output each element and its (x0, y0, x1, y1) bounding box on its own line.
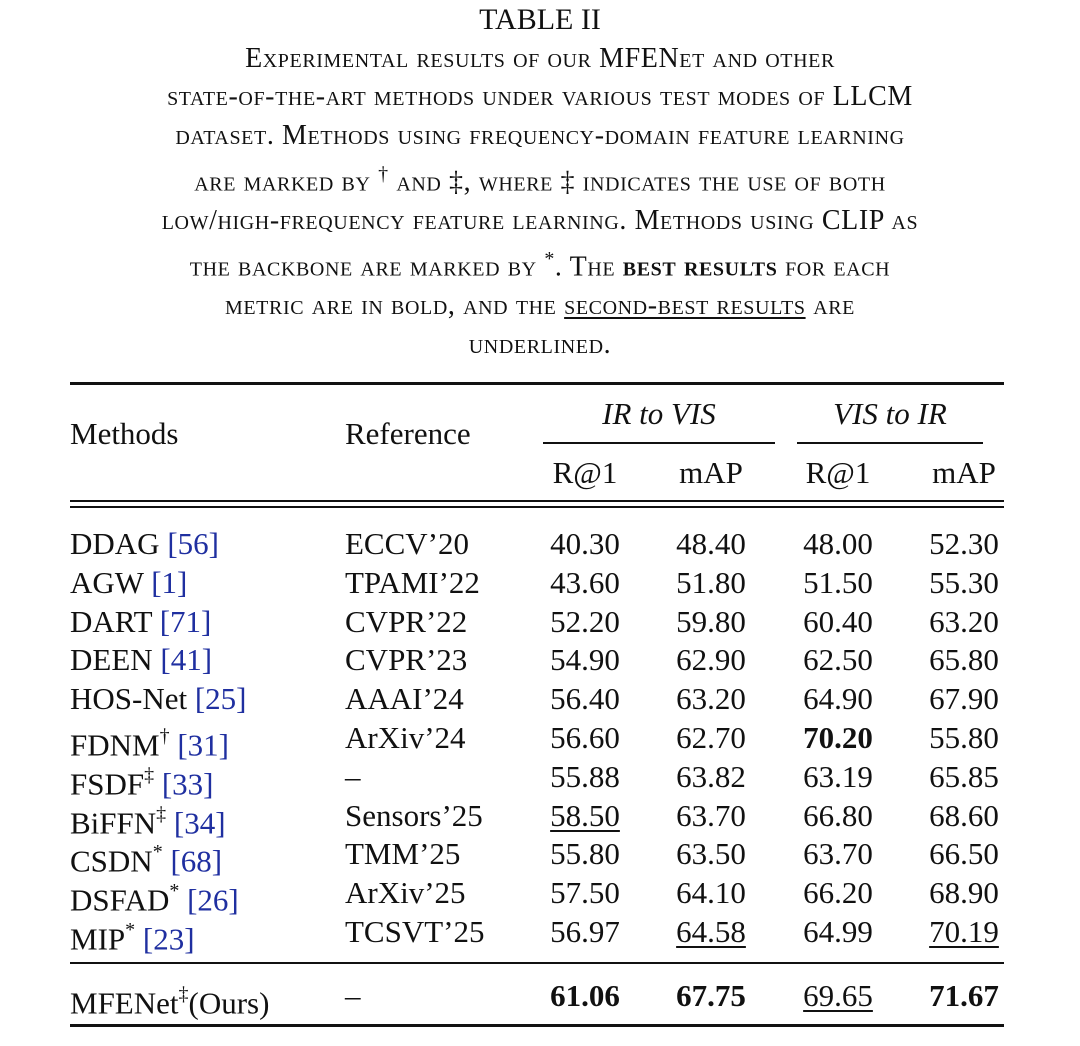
method-label: DART (70, 603, 152, 639)
caption-text: . The (554, 251, 616, 283)
metric-value: 65.80 (929, 642, 999, 678)
header-r1: R@1 (805, 455, 871, 490)
metric-value: 65.85 (929, 758, 999, 794)
method-mark: * (169, 880, 180, 903)
method-name (70, 681, 247, 717)
table-title: TABLE II (479, 3, 601, 36)
method-name (70, 720, 229, 763)
metric-value: 55.80 (929, 720, 999, 755)
method-label: FDNM (70, 727, 160, 763)
citation-link[interactable]: [56] (167, 526, 219, 561)
header-r1: R@1 (552, 455, 618, 490)
method-mark: * (152, 841, 163, 864)
caption-line-4 (0, 155, 1080, 202)
asterisk-mark: * (544, 248, 555, 271)
reference-venue: ECCV’20 (345, 526, 469, 561)
citation-link[interactable]: [71] (159, 603, 212, 639)
caption-text: are marked by (194, 166, 371, 198)
metric-value: 62.70 (676, 720, 746, 755)
metric-value: 55.88 (550, 758, 620, 794)
reference-venue: ArXiv’24 (345, 720, 466, 755)
metric-value: 63.20 (929, 603, 999, 639)
caption-line-6 (0, 240, 1080, 287)
metric-value: 48.00 (803, 526, 873, 561)
citation-link[interactable]: [1] (151, 564, 188, 600)
header-map: mAP (679, 455, 743, 490)
metric-value (909, 978, 1019, 1014)
reference-venue: AAAI’24 (345, 681, 464, 717)
table-caption (0, 0, 1080, 364)
metric-value (656, 914, 766, 950)
metric-value: 55.30 (929, 564, 999, 600)
metric-value: 66.80 (803, 797, 873, 833)
method-label: DEEN (70, 642, 153, 678)
reference-venue: CVPR’22 (345, 603, 468, 639)
citation-link[interactable]: [26] (187, 882, 239, 918)
metric-text: 67.75 (676, 978, 746, 1013)
metric-value (530, 798, 640, 834)
header-vis-to-ir: VIS to IR (833, 396, 947, 431)
metric-value (656, 978, 766, 1014)
metric-value: 66.20 (803, 875, 873, 911)
metric-value: 63.70 (676, 797, 746, 833)
method-mark: ‡ (178, 983, 189, 1005)
metric-value: 67.90 (929, 681, 999, 717)
ours-rule (70, 962, 1004, 964)
method-name (70, 759, 214, 802)
metric-value: 68.90 (929, 875, 999, 911)
header-methods: Methods (70, 416, 179, 451)
caption-line-7 (0, 287, 1080, 326)
caption-underlined-text: second-best results (564, 290, 806, 322)
metric-text: 71.67 (929, 978, 999, 1013)
metric-value: 56.40 (550, 681, 620, 717)
header-rule-2 (70, 506, 1004, 508)
metric-text: 70.19 (929, 914, 999, 949)
metric-value: 48.40 (676, 526, 746, 561)
citation-link[interactable]: [25] (194, 681, 247, 717)
citation-link[interactable]: [68] (170, 843, 223, 879)
metric-value: 54.90 (550, 642, 620, 678)
method-name (70, 526, 219, 562)
caption-line-1: Experimental results of our MFENet and other (245, 42, 835, 74)
dagger-mark: † (378, 163, 389, 185)
method-mark: * (125, 919, 136, 941)
method-name (70, 565, 187, 601)
method-name (70, 836, 222, 879)
caption-text: are (813, 290, 856, 322)
method-name (70, 798, 226, 841)
metric-value: 63.19 (803, 758, 873, 794)
vis-to-ir-cmidrule (797, 442, 983, 444)
reference-venue: Sensors’25 (345, 797, 483, 833)
metric-value: 63.50 (676, 836, 746, 872)
metric-value (530, 978, 640, 1014)
header-map: mAP (932, 455, 996, 490)
metric-value (783, 978, 893, 1014)
reference-venue: ArXiv’25 (345, 875, 466, 911)
caption-text: and ‡, where ‡ indicates the use of both (396, 166, 886, 198)
citation-link[interactable]: [31] (177, 727, 229, 763)
method-mark: ‡ (156, 802, 167, 825)
metric-value: 56.60 (550, 720, 620, 755)
method-name (70, 914, 195, 957)
caption-text: metric are in bold, and the (224, 290, 557, 322)
ir-to-vis-cmidrule (543, 442, 775, 444)
metric-value: 51.50 (803, 564, 873, 600)
method-name (70, 642, 212, 678)
reference-venue: CVPR’23 (345, 642, 468, 678)
method-name (70, 978, 269, 1021)
method-mark: ‡ (144, 763, 155, 786)
method-label: DSFAD (70, 882, 170, 918)
metric-value: 43.60 (550, 564, 620, 600)
metric-text: 58.50 (550, 797, 620, 833)
citation-link[interactable]: [41] (160, 642, 213, 678)
caption-line-3: dataset. Methods using frequency-domain feature learning (175, 119, 905, 151)
method-label: MIP (70, 921, 126, 957)
metric-value: 60.40 (803, 603, 873, 639)
bottom-rule (70, 1024, 1004, 1027)
header-reference: Reference (345, 416, 471, 451)
header-ir-to-vis: IR to VIS (602, 396, 716, 431)
metric-value: 52.30 (929, 526, 999, 561)
metric-value: 63.20 (676, 681, 746, 717)
method-label: FSDF (70, 766, 145, 802)
method-label: BiFFN (70, 804, 157, 840)
method-name (70, 875, 239, 918)
ours-suffix: (Ours) (188, 985, 270, 1021)
method-mark: † (159, 725, 170, 747)
top-rule (70, 382, 1004, 385)
method-label: HOS-Net (70, 681, 188, 717)
metric-value: 62.50 (803, 642, 873, 678)
metric-value: 63.70 (803, 836, 873, 872)
metric-value: 51.80 (676, 564, 746, 600)
metric-text: 61.06 (550, 978, 620, 1013)
metric-value: 59.80 (676, 603, 746, 639)
caption-line-8: underlined. (468, 328, 612, 360)
reference-venue: TPAMI’22 (345, 564, 480, 600)
metric-value: 57.50 (550, 875, 620, 911)
metric-value: 56.97 (550, 914, 620, 949)
metric-value: 52.20 (550, 603, 620, 639)
metric-text: 64.58 (676, 914, 746, 949)
metric-text: 70.20 (803, 720, 873, 755)
caption-line-5: low/high-frequency feature learning. Methods using CLIP as (161, 204, 919, 236)
caption-line-2: state-of-the-art methods under various test modes of LLCM (167, 81, 913, 112)
metric-value: 64.90 (803, 681, 873, 717)
citation-link[interactable]: [33] (161, 766, 214, 802)
metric-value: 40.30 (550, 526, 620, 561)
caption-bold-text: best results (622, 251, 778, 283)
citation-link[interactable]: [34] (173, 804, 226, 840)
metric-value: 64.10 (676, 875, 746, 911)
reference-venue: – (345, 978, 361, 1013)
caption-text: the backbone are marked by (189, 251, 537, 283)
metric-text: 69.65 (803, 978, 873, 1013)
metric-value (909, 914, 1019, 950)
metric-value: 63.82 (676, 758, 746, 794)
metric-value: 68.60 (929, 797, 999, 833)
metric-value: 66.50 (929, 836, 999, 872)
metric-value: 64.99 (803, 914, 873, 949)
method-label: DDAG (70, 526, 160, 561)
reference-venue: TMM’25 (345, 836, 461, 872)
caption-text: for each (785, 251, 891, 283)
metric-value (783, 720, 893, 756)
method-label: AGW (70, 564, 144, 600)
citation-link[interactable]: [23] (142, 921, 195, 957)
method-label: MFENet (70, 985, 179, 1021)
reference-venue: – (345, 758, 361, 794)
reference-venue: TCSVT’25 (345, 914, 485, 949)
metric-value: 62.90 (676, 642, 746, 678)
metric-value: 55.80 (550, 836, 620, 872)
method-label: CSDN (70, 843, 153, 879)
header-rule-1 (70, 500, 1004, 502)
method-name (70, 604, 211, 640)
